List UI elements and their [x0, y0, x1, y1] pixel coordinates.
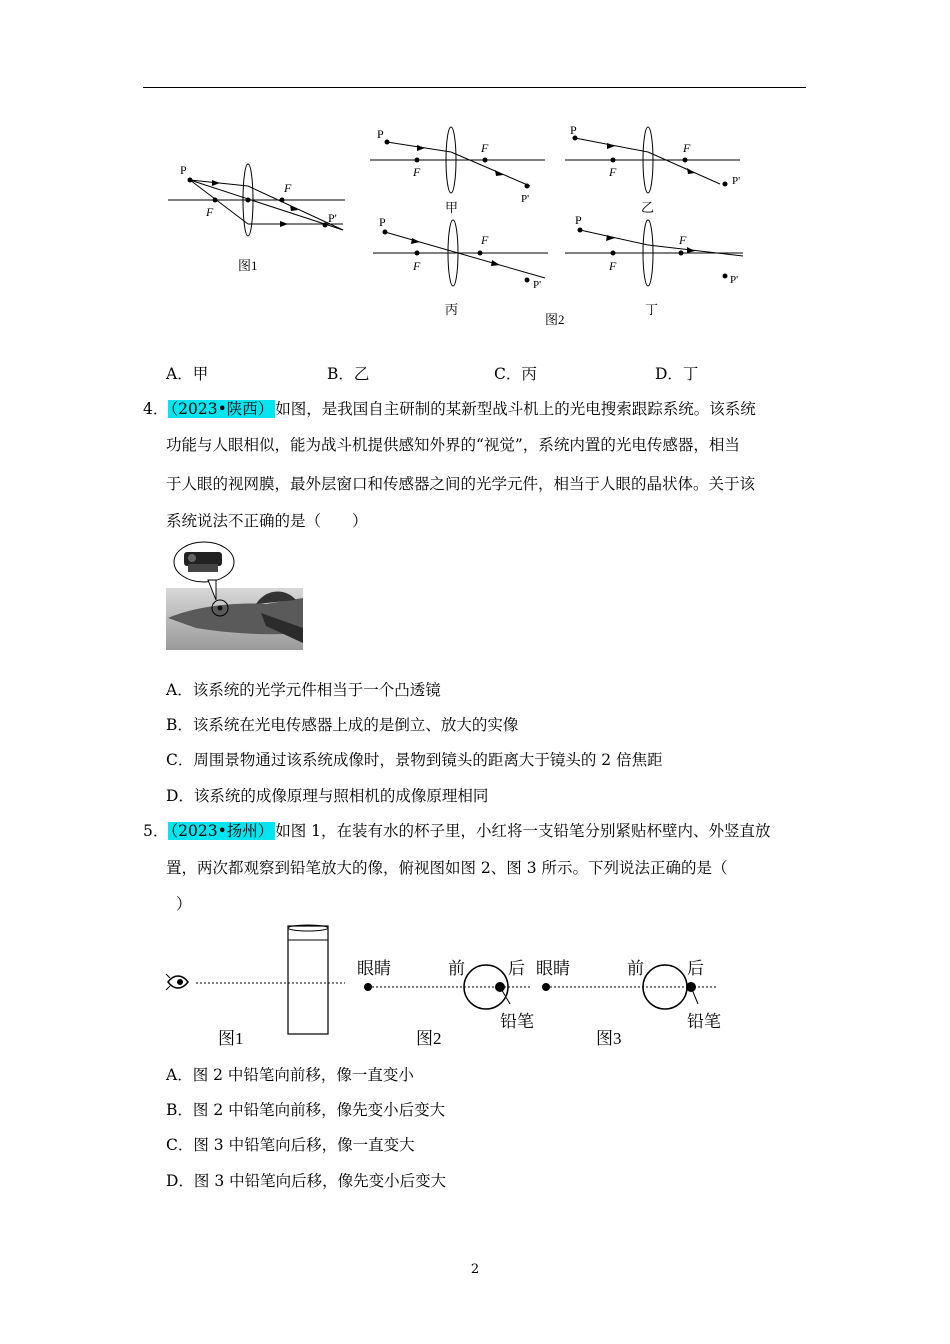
- q4-source-tag: （2023•陕西）: [170, 400, 274, 418]
- q4-first-line: [143, 397, 756, 419]
- water-cup: [288, 925, 328, 1034]
- q5-fig1-caption: 图1: [218, 1029, 244, 1048]
- bing-f2: F: [481, 233, 489, 247]
- q4-line-3: 于人眼的视网膜，最外层窗口和传感器之间的光学元件，相当于人眼的晶状体。关于该: [166, 475, 756, 493]
- q5-fig2-front: 前: [448, 959, 465, 978]
- q5-fig2-pencil: 铅笔: [500, 1012, 534, 1031]
- ding-f2: F: [679, 233, 687, 247]
- q5-fig3-front: 前: [627, 959, 644, 978]
- yi-p: P: [570, 123, 577, 137]
- page-number: 2: [470, 1262, 480, 1277]
- q4-line-1: 如图，是我国自主研制的某新型战斗机上的光电搜索跟踪系统。该系统: [275, 400, 756, 418]
- q5-fig3-pencil: 铅笔: [687, 1012, 721, 1031]
- q5-fig2-caption: 图2: [416, 1029, 442, 1048]
- q3-option-b[interactable]: B．乙: [327, 365, 370, 383]
- eye-icon: [166, 974, 188, 990]
- q3-option-c[interactable]: C．丙: [494, 365, 537, 383]
- cup-pencil-figure: [160, 920, 740, 1055]
- fig1-f1-label: F: [206, 205, 214, 219]
- q5-fig3-eye: 眼睛: [536, 959, 570, 978]
- panel-jia: [370, 127, 545, 215]
- jia-p: P: [377, 127, 384, 141]
- fig1-pp-label: P': [328, 211, 337, 225]
- q4-option-b[interactable]: B．该系统在光电传感器上成的是倒立、放大的实像: [166, 716, 519, 734]
- q3-option-d[interactable]: D．丁: [655, 365, 699, 383]
- q5-number: 5．: [143, 822, 169, 840]
- q4-option-c[interactable]: C．周围景物通过该系统成像时，景物到镜头的距离大于镜头的 2 倍焦距: [166, 751, 663, 769]
- bing-name: 丙: [445, 302, 459, 317]
- yi-pp: P': [732, 175, 741, 187]
- q4-option-d[interactable]: D．该系统的成像原理与照相机的成像原理相同: [166, 787, 489, 805]
- panel-bing: [373, 215, 548, 317]
- q5-option-b[interactable]: B．图 2 中铅笔向前移，像先变小后变大: [166, 1101, 446, 1119]
- lens-figure-2: [365, 120, 755, 335]
- fig2-caption: 图2: [545, 312, 565, 327]
- ding-pp: P': [730, 274, 739, 286]
- bing-f1: F: [413, 259, 421, 273]
- fighter-jet-photo: [166, 538, 303, 650]
- yi-name: 乙: [641, 200, 655, 215]
- yi-f1: F: [609, 165, 617, 179]
- ding-p: P: [575, 213, 582, 227]
- header-rule: [143, 87, 806, 88]
- lens-figure-1: [160, 150, 360, 280]
- q5-fig3-back: 后: [687, 959, 704, 978]
- q5-option-d[interactable]: D．图 3 中铅笔向后移，像先变小后变大: [166, 1172, 447, 1190]
- bing-pp: P': [533, 279, 542, 291]
- jia-f2: F: [481, 141, 489, 155]
- fig1-caption: 图1: [238, 258, 258, 273]
- q4-option-a[interactable]: A．该系统的光学元件相当于一个凸透镜: [166, 681, 441, 699]
- q5-source-tag: （2023•扬州）: [170, 822, 274, 840]
- q4-number: 4．: [143, 400, 169, 418]
- q5-first-line: [143, 819, 771, 841]
- bing-p: P: [379, 215, 386, 229]
- q5-line-1: 如图 1，在装有水的杯子里，小红将一支铅笔分别紧贴杯壁内、外竖直放: [275, 822, 771, 840]
- q5-fig3-caption: 图3: [596, 1029, 622, 1048]
- yi-f2: F: [683, 141, 691, 155]
- q3-option-a[interactable]: A．甲: [166, 365, 209, 383]
- panel-ding: [565, 213, 743, 317]
- panel-yi: [565, 123, 740, 215]
- q5-line-3: ）: [176, 895, 192, 913]
- q5-fig2-eye: 眼睛: [357, 959, 391, 978]
- fig1-p-label: P: [180, 163, 187, 177]
- q4-line-4: 系统说法不正确的是（ ）: [166, 512, 368, 530]
- q5-line-2: 置，两次都观察到铅笔放大的像，俯视图如图 2、图 3 所示。下列说法正确的是（: [166, 859, 728, 877]
- q5-fig2-back: 后: [508, 959, 525, 978]
- jia-f1: F: [413, 165, 421, 179]
- ding-name: 丁: [645, 302, 659, 317]
- jia-name: 甲: [445, 200, 459, 215]
- fig1-f2-label: F: [284, 181, 292, 195]
- q4-line-2: 功能与人眼相似，能为战斗机提供感知外界的“视觉”，系统内置的光电传感器，相当: [166, 436, 740, 454]
- jia-pp: P': [521, 193, 530, 205]
- q5-option-a[interactable]: A．图 2 中铅笔向前移，像一直变小: [166, 1066, 414, 1084]
- ding-f1: F: [609, 259, 617, 273]
- q5-option-c[interactable]: C．图 3 中铅笔向后移，像一直变大: [166, 1136, 415, 1154]
